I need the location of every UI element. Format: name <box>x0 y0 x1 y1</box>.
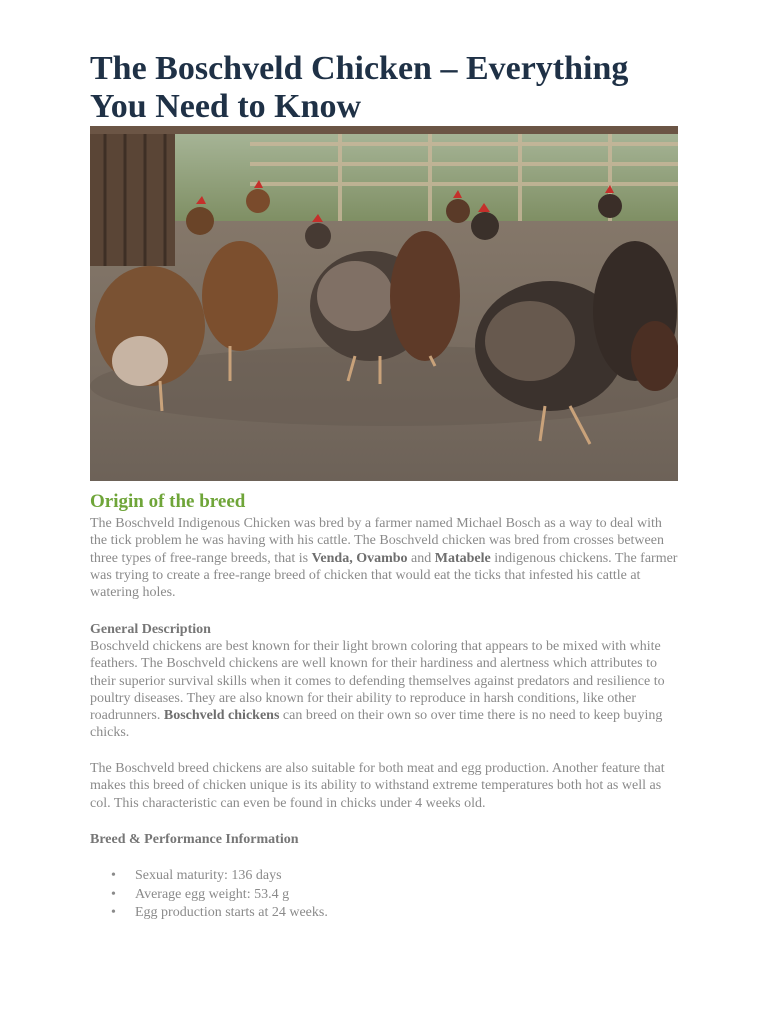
meat-egg-paragraph: The Boschveld breed chickens are also suitable for both meat and egg production. Another feature that makes this breed of chicken unique is its ability to withstand extreme temperatures both hot as well as col. This characteristic can even be found in chicks under 4 weeks old. <box>90 761 665 811</box>
breed-performance-heading: Breed & Performance Information <box>90 832 299 847</box>
list-item: • Average egg weight: 53.4 g <box>90 886 328 905</box>
general-description-heading: General Description <box>90 622 211 637</box>
origin-text-and: and <box>407 550 435 566</box>
general-text-c: can breed on their own so over time there is no need to keep buying chicks. <box>90 708 663 741</box>
general-text-a: Boschveld chickens are best known for their light brown coloring that appears to be mixed with white feathers. The Boschveld chickens are well known for their hardiness and alertness which attributes to their superior survival skills when it comes to defending themselves against predators and resilience to poultry diseases. They are also known for their ability to reproduce in harsh conditions, like other roadrunners. <box>90 639 665 724</box>
boschveld-chickens-bold: Boschveld chickens <box>163 708 280 724</box>
origin-text-a: The Boschveld Indigenous Chicken was bred by a farmer named Michael Bosch as a way to deal with the tick problem he was having with his cattle. The Boschveld chicken was bred from crosses between three types of free-range breeds, that is <box>90 516 664 566</box>
general-description-paragraph <box>90 638 680 742</box>
origin-breeds-bold: Venda, Ovambo <box>311 550 408 566</box>
origin-paragraph <box>90 515 680 601</box>
breed-info-list <box>90 867 328 923</box>
page-title: The Boschveld Chicken – Everything You Need to Know <box>90 50 629 125</box>
origin-text-c: indigenous chickens. The farmer was trying to create a free-range breed of chicken that would eat the ticks that infested his cattle at watering holes. <box>90 550 678 601</box>
list-item: • Egg production starts at 24 weeks. <box>90 904 328 923</box>
list-item: • Sexual maturity: 136 days <box>90 867 328 886</box>
origin-matabele-bold: Matabele <box>434 550 491 566</box>
chickens-photo <box>90 126 678 481</box>
origin-heading: Origin of the breed <box>90 491 246 512</box>
